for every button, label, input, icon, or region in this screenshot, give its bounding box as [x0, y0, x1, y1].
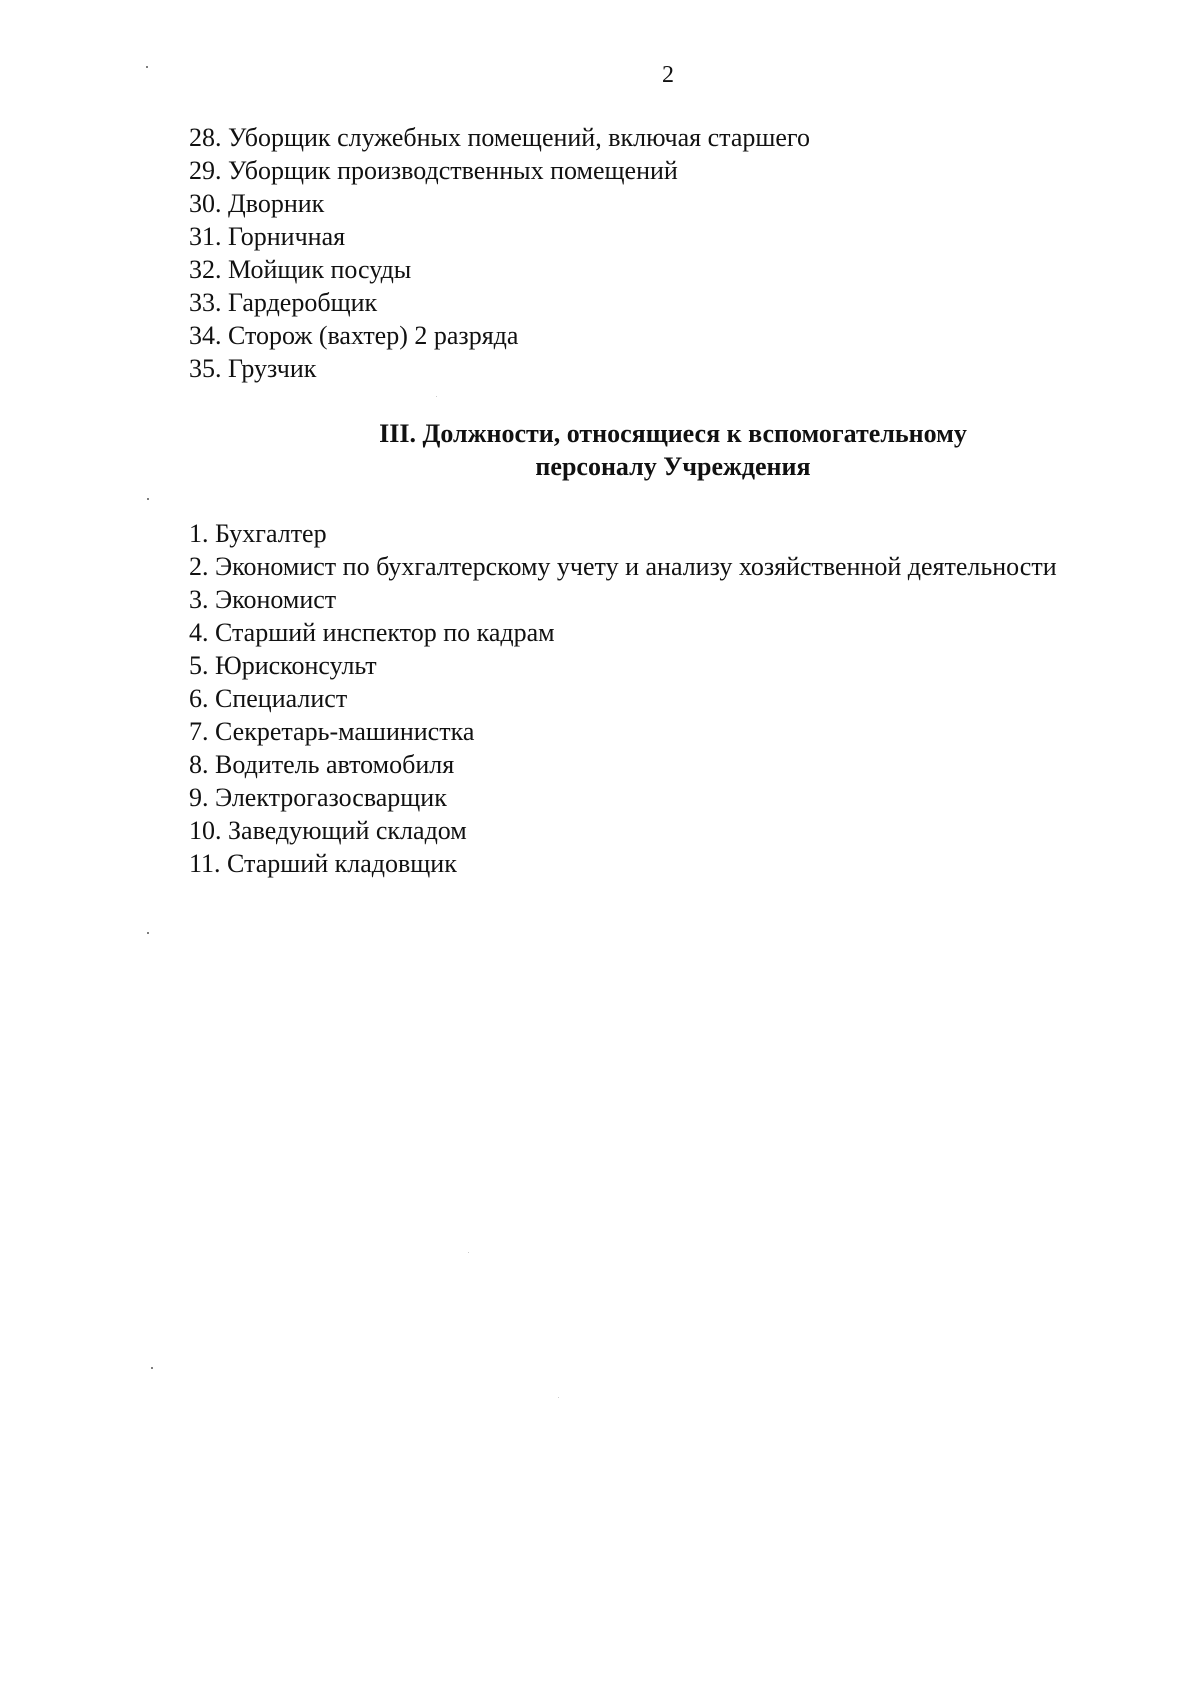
list-item: 3. Экономист: [189, 585, 337, 614]
list-item: 5. Юрисконсульт: [189, 651, 377, 680]
list-item: 29. Уборщик производственных помещений: [189, 156, 678, 185]
list-item: 10. Заведующий складом: [189, 816, 467, 845]
list-item: 2. Экономист по бухгалтерскому учету и анализу хозяйственной деятельности: [189, 552, 1057, 581]
list-item: 34. Сторож (вахтер) 2 разряда: [189, 321, 519, 350]
list-item: 32. Мойщик посуды: [189, 255, 412, 284]
list-item: 28. Уборщик служебных помещений, включая старшего: [189, 123, 810, 152]
scan-speck: [151, 1367, 153, 1369]
list-item: 33. Гардеробщик: [189, 288, 378, 317]
scan-speck: [147, 932, 149, 934]
scan-speck: [436, 396, 437, 397]
section-heading-line: персоналу Учреждения: [535, 452, 811, 481]
position-list-support-staff: [189, 517, 1057, 880]
scan-speck: [558, 1397, 559, 1398]
list-item: 11. Старший кладовщик: [189, 849, 457, 878]
list-item: 1. Бухгалтер: [189, 519, 327, 548]
list-item: 7. Секретарь-машинистка: [189, 717, 475, 746]
list-item: 6. Специалист: [189, 684, 348, 713]
section-heading: [190, 417, 1156, 483]
list-item: 31. Горничная: [189, 222, 346, 251]
section-heading-line: III. Должности, относящиеся к вспомогательному: [379, 419, 967, 448]
list-item: 8. Водитель автомобиля: [189, 750, 455, 779]
list-item: 4. Старший инспектор по кадрам: [189, 618, 555, 647]
list-item: 35. Грузчик: [189, 354, 317, 383]
page-number: 2: [662, 62, 674, 88]
scan-speck: [468, 1252, 469, 1253]
scan-speck: [147, 498, 149, 500]
list-item: 9. Электрогазосварщик: [189, 783, 447, 812]
list-item: 30. Дворник: [189, 189, 325, 218]
position-list-continued: [189, 121, 810, 385]
